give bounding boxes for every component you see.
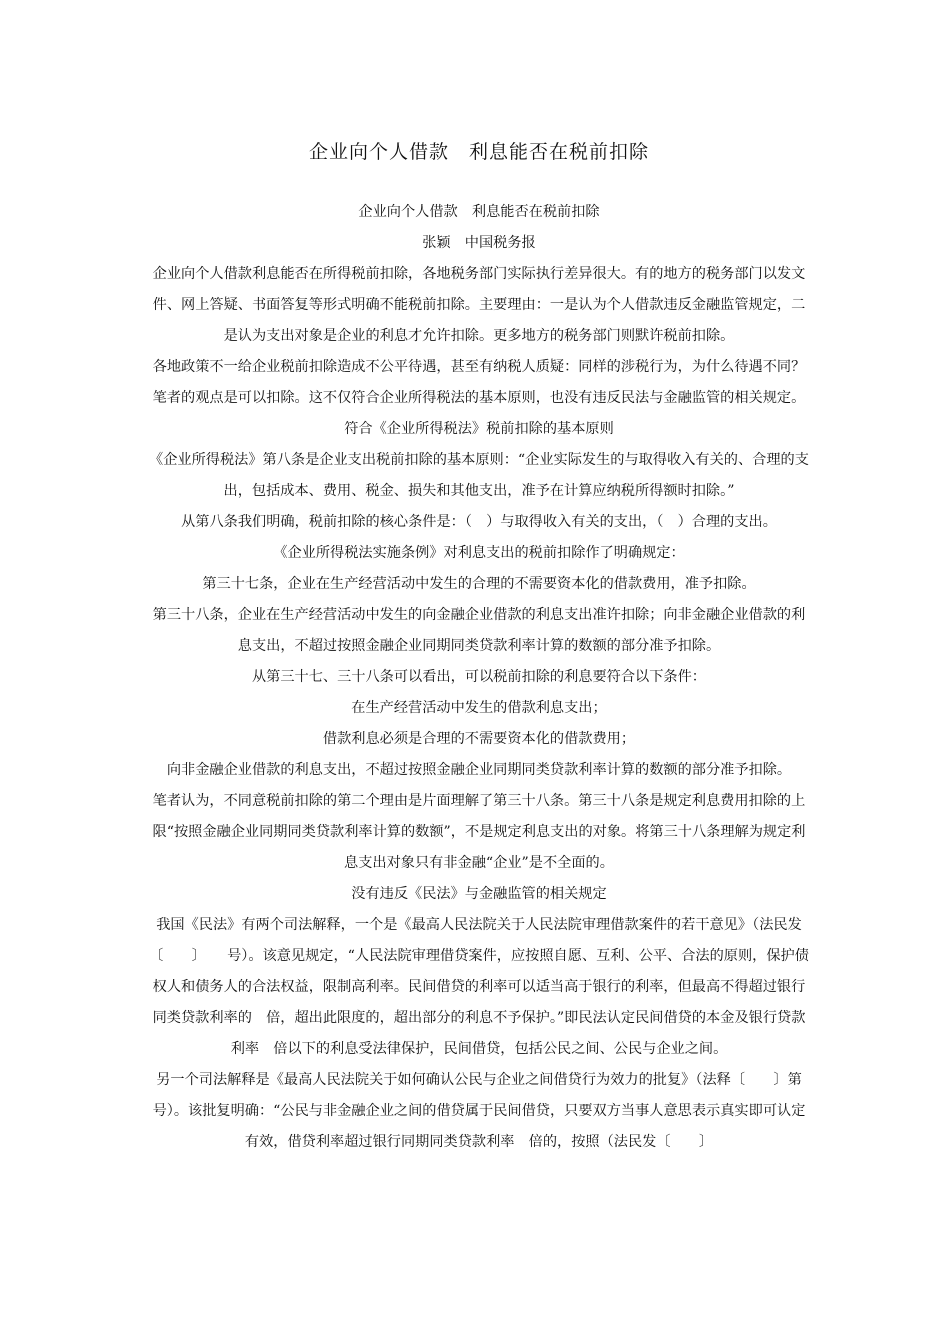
paragraph: 《企业所得税法实施条例》对利息支出的税前扣除作了明确规定： [273, 545, 685, 561]
paragraph: 第三十七条，企业在生产经营活动中发生的合理的不需要资本化的借款费用，准予扣除。 [202, 576, 756, 592]
document-title: 企业向个人借款 利息能否在税前扣除 [308, 141, 649, 163]
paragraph: 借款利息必须是合理的不需要资本化的借款费用； [322, 731, 636, 747]
document-page [148, 0, 816, 1344]
paragraph: 第三十八条，企业在生产经营活动中发生的向金融企业借款的利息支出准许扣除；向非金融企业借款的利息支出，不超过按照金融企业同期同类贷款利率计算的数额的部分准予扣除。 [152, 607, 806, 654]
paragraph: 从第三十七、三十八条可以看出，可以税前扣除的利息要符合以下条件： [251, 669, 706, 685]
paragraph: 我国《民法》有两个司法解释，一个是《最高人民法院关于人民法院审理借款案件的若干意见》（法民发〔 〕 号）。该意见规定，“人民法院审理借贷案件，应按照自愿、互利、公平、合法的原则，保护债权人和债务人的合法权益，限制高利率。民间借贷的利率可以适当高于银行的利率，但最高不得超过银行同类贷款利率的 倍，超出此限度的，超出部分的利息不予保护。”即民法认定民间借贷的本金及银行贷款利率 倍以下的利息受法律保护，民间借贷，包括公民之间、公民与企业之间。 [149, 917, 809, 1057]
paragraph: 向非金融企业借款的利息支出，不超过按照金融企业同期同类贷款利率计算的数额的部分准予扣除。 [166, 762, 792, 778]
paragraph: 笔者认为，不同意税前扣除的第二个理由是片面理解了第三十八条。第三十八条是规定利息费用扣除的上限“按照金融企业同期同类贷款利率计算的数额”，不是规定利息支出的对象。将第三十八条理解为规定利息支出对象只有非金融“企业”是不全面的。 [152, 793, 806, 871]
document-body [148, 197, 816, 1158]
paragraph: 各地政策不一给企业税前扣除造成不公平待遇，甚至有纳税人质疑：同样的涉税行为，为什么待遇不同？笔者的观点是可以扣除。这不仅符合企业所得税法的基本原则，也没有违反民法与金融监管的相关规定。 [152, 359, 806, 406]
paragraph: 没有违反《民法》与金融监管的相关规定 [351, 886, 607, 902]
paragraph: 在生产经营活动中发生的借款利息支出； [351, 700, 607, 716]
paragraph: 企业向个人借款 利息能否在税前扣除 [358, 204, 600, 220]
paragraph: 另一个司法解释是《最高人民法院关于如何确认公民与企业之间借贷行为效力的批复》（法释〔 〕第 号）。该批复明确：“公民与非金融企业之间的借贷属于民间借贷，只要双方当事人意思表示真实即可认定有效，借贷利率超过银行同期同类贷款利率 倍的，按照（法民发〔 〕 [152, 1072, 816, 1150]
paragraph: 符合《企业所得税法》税前扣除的基本原则 [344, 421, 614, 437]
paragraph: 从第八条我们明确，税前扣除的核心条件是：（ ）与取得收入有关的支出，（ ）合理的支出。 [181, 514, 777, 530]
paragraph: 张颖 中国税务报 [422, 235, 536, 251]
paragraph: 《企业所得税法》第八条是企业支出税前扣除的基本原则：“企业实际发生的与取得收入有关的、合理的支出，包括成本、费用、税金、损失和其他支出，准予在计算应纳税所得额时扣除。” [149, 452, 809, 499]
paragraph: 企业向个人借款利息能否在所得税前扣除，各地税务部门实际执行差异很大。有的地方的税务部门以发文件、网上答疑、书面答复等形式明确不能税前扣除。主要理由：一是认为个人借款违反金融监管规定，二是认为支出对象是企业的利息才允许扣除。更多地方的税务部门则默许税前扣除。 [152, 266, 806, 344]
